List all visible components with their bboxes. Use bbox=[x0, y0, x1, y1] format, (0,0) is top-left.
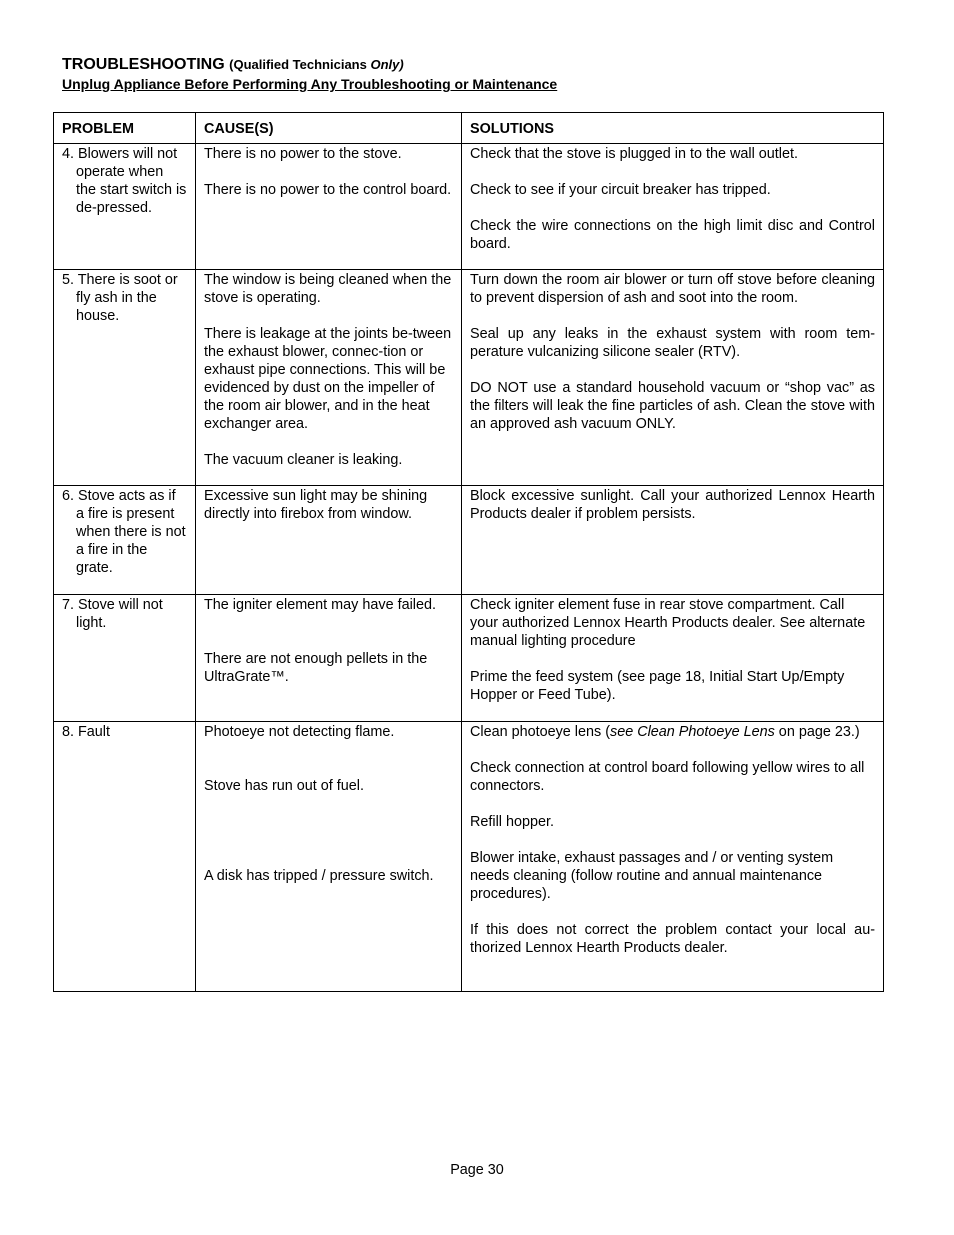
solution-cell bbox=[462, 270, 884, 486]
problem-cell bbox=[54, 722, 196, 992]
problem-text: 4. Blowers will not operate when the start switch is de-pressed. bbox=[62, 146, 187, 216]
unplug-warning: Unplug Appliance Before Performing Any Troubleshooting or Maintenance bbox=[62, 76, 558, 92]
table-row bbox=[54, 270, 884, 486]
table-row bbox=[54, 595, 884, 722]
table-row bbox=[54, 486, 884, 595]
cause-text: There is leakage at the joints be-tween the exhaust blower, connec-tion or exhaust pipe connections. This will be evidenced by dust on the impeller of the room air blower, and in the heat exchanger area. bbox=[204, 326, 452, 432]
cause-text: Excessive sun light may be shining directly into firebox from window. bbox=[204, 488, 428, 522]
page-number: Page 30 bbox=[450, 1162, 504, 1178]
solution-cell bbox=[462, 595, 884, 722]
problem-text: 8. Fault bbox=[62, 724, 110, 740]
cause-text: The vacuum cleaner is leaking. bbox=[204, 452, 403, 468]
table-row bbox=[54, 144, 884, 270]
solution-text: Prime the feed system (see page 18, Initial Start Up/Empty Hopper or Feed Tube). bbox=[470, 669, 845, 703]
cause-text: There is no power to the control board. bbox=[204, 182, 452, 198]
page-title bbox=[62, 55, 404, 75]
cause-text: Photoeye not detecting flame. bbox=[204, 724, 395, 740]
solution-text: Seal up any leaks in the exhaust system with room tem-perature vulcanizing silicone sealer (RTV). bbox=[470, 326, 875, 360]
cause-text: A disk has tripped / pressure switch. bbox=[204, 868, 434, 884]
cause-text: The igniter element may have failed. bbox=[204, 597, 436, 613]
solution-text: Check to see if your circuit breaker has tripped. bbox=[470, 182, 771, 198]
table-header-row bbox=[54, 113, 884, 144]
solution-cell bbox=[462, 722, 884, 992]
title-qualifier: (Qualified Technicians Only) bbox=[229, 57, 404, 72]
problem-cell bbox=[54, 486, 196, 595]
header-solution: SOLUTIONS bbox=[462, 113, 884, 144]
cause-cell bbox=[196, 486, 462, 595]
problem-cell bbox=[54, 270, 196, 486]
cause-cell bbox=[196, 722, 462, 992]
solution-text: Check igniter element fuse in rear stove compartment. Call your authorized Lennox Hearth Products dealer. See alternate manual lighting procedure bbox=[470, 597, 866, 649]
solution-text: If this does not correct the problem contact your local au-thorized Lennox Hearth Products dealer. bbox=[470, 922, 875, 956]
solution-cell bbox=[462, 144, 884, 270]
troubleshooting-table bbox=[53, 112, 884, 992]
problem-cell bbox=[54, 144, 196, 270]
cause-text: Stove has run out of fuel. bbox=[204, 778, 364, 794]
table-row bbox=[54, 722, 884, 992]
solution-text: Check that the stove is plugged in to the wall outlet. bbox=[470, 146, 798, 162]
cause-text: The window is being cleaned when the stove is operating. bbox=[204, 272, 452, 306]
problem-cell bbox=[54, 595, 196, 722]
cause-cell bbox=[196, 270, 462, 486]
solution-text: Clean photoeye lens (see Clean Photoeye Lens on page 23.) bbox=[470, 724, 860, 740]
header-problem: PROBLEM bbox=[54, 113, 196, 144]
problem-text: 5. There is soot or fly ash in the house. bbox=[62, 272, 178, 324]
title-text: TROUBLESHOOTING bbox=[62, 56, 225, 73]
solution-text: Check the wire connections on the high limit disc and Control board. bbox=[470, 218, 875, 252]
solution-text: Block excessive sunlight. Call your authorized Lennox Hearth Products dealer if problem persists. bbox=[470, 488, 875, 522]
problem-text: 6. Stove acts as if a fire is present when there is not a fire in the grate. bbox=[62, 488, 186, 576]
cause-cell bbox=[196, 595, 462, 722]
solution-text: Refill hopper. bbox=[470, 814, 554, 830]
header-cause: CAUSE(S) bbox=[196, 113, 462, 144]
cause-text: There are not enough pellets in the UltraGrate™. bbox=[204, 651, 428, 685]
solution-cell bbox=[462, 486, 884, 595]
solution-text: DO NOT use a standard household vacuum or “shop vac” as the filters will leak the fine particles of ash. Clean the stove with an approved ash vacuum ONLY. bbox=[470, 380, 875, 432]
solution-text: Turn down the room air blower or turn off stove before cleaning to prevent dispersion of ash and soot into the room. bbox=[470, 272, 875, 306]
solution-text: Check connection at control board following yellow wires to all connectors. bbox=[470, 760, 865, 794]
problem-text: 7. Stove will not light. bbox=[62, 597, 163, 631]
cause-cell bbox=[196, 144, 462, 270]
solution-text: Blower intake, exhaust passages and / or venting system needs cleaning (follow routine and annual maintenance procedures). bbox=[470, 850, 834, 902]
cause-text: There is no power to the stove. bbox=[204, 146, 402, 162]
